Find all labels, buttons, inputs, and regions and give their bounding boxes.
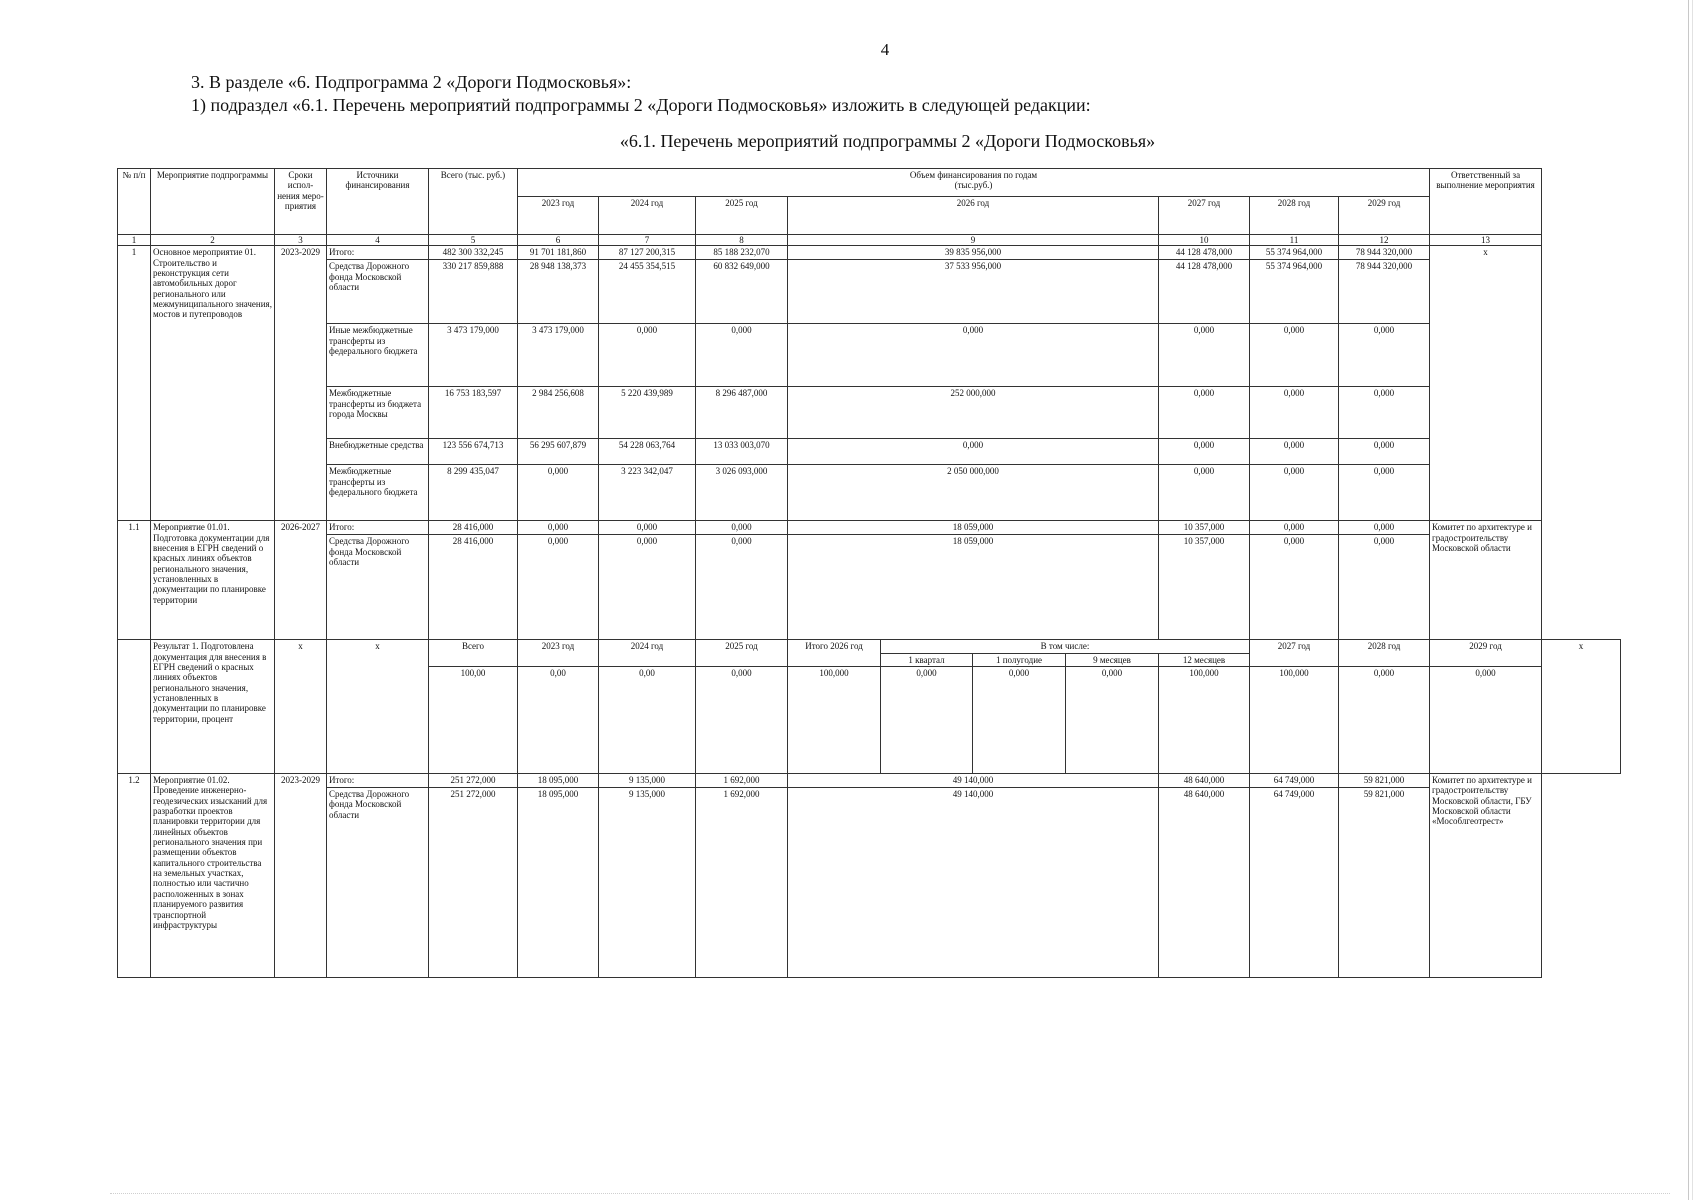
intro-line-1: 3. В разделе «6. Подпрограмма 2 «Дороги Подмосковья»: — [191, 72, 632, 92]
row-y2027: 44 128 478,000 — [1159, 260, 1250, 324]
row-y2029: 59 821,000 — [1339, 788, 1430, 978]
row-y2023: 18 095,000 — [518, 774, 599, 788]
row-y2028: 55 374 964,000 — [1250, 260, 1339, 324]
row-source: Средства Дорожного фонда Московской области — [327, 260, 429, 324]
result-header-h1: 1 полугодие — [973, 653, 1066, 666]
col-number: 4 — [327, 235, 429, 246]
col-number: 1 — [118, 235, 151, 246]
row-y2023: 3 473 179,000 — [518, 324, 599, 387]
row-source: Внебюджетные средства — [327, 439, 429, 465]
col-number: 7 — [599, 235, 696, 246]
header-responsible: Ответственный за выполнение мероприятия — [1430, 169, 1542, 235]
row-total: 8 299 435,047 — [429, 465, 518, 521]
row-total: 3 473 179,000 — [429, 324, 518, 387]
table-row — [118, 260, 1621, 324]
result-header-q1: 1 квартал — [881, 653, 973, 666]
result-header-m12: 12 месяцев — [1159, 653, 1250, 666]
row-y2027: 10 357,000 — [1159, 535, 1250, 640]
row-y2028: 64 749,000 — [1250, 788, 1339, 978]
result-header-m9: 9 месяцев — [1066, 653, 1159, 666]
row-y2027: 0,000 — [1159, 439, 1250, 465]
header-year: 2026 год — [788, 197, 1159, 235]
row-y2027: 0,000 — [1159, 387, 1250, 439]
row-total: 251 272,000 — [429, 788, 518, 978]
header-volume-title: Объем финансирования по годам — [909, 170, 1038, 180]
row-event: Основное мероприятие 01. Строительство и реконструкция сети автомобильных дорог регионального или межмуниципального значения, мостов и путепроводов — [151, 246, 275, 521]
row-y2027: 10 357,000 — [1159, 521, 1250, 535]
result-value-y2023: 0,00 — [518, 667, 599, 774]
table-row — [118, 774, 1621, 788]
header-volume — [518, 169, 1430, 197]
col-number: 6 — [518, 235, 599, 246]
row-y2023: 18 095,000 — [518, 788, 599, 978]
header-year: 2025 год — [696, 197, 788, 235]
result-value-total: 100,00 — [429, 667, 518, 774]
row-y2028: 0,000 — [1250, 535, 1339, 640]
row-y2027: 48 640,000 — [1159, 774, 1250, 788]
row-y2023: 0,000 — [518, 535, 599, 640]
result-value-h1: 0,000 — [973, 667, 1066, 774]
scan-noise-line — [110, 1193, 1670, 1194]
row-y2026: 49 140,000 — [788, 788, 1159, 978]
result-value-total2026: 100,000 — [788, 667, 881, 774]
row-source: Итого: — [327, 774, 429, 788]
row-y2024: 24 455 354,515 — [599, 260, 696, 324]
row-y2028: 0,000 — [1250, 439, 1339, 465]
row-responsible: Комитет по архитектуре и градостроительству Московской области, ГБУ Московской области «Мособлгеотрест» — [1430, 774, 1542, 978]
row-y2024: 87 127 200,315 — [599, 246, 696, 260]
result-header-y2023: 2023 год — [518, 640, 599, 667]
row-total: 251 272,000 — [429, 774, 518, 788]
row-y2024: 0,000 — [599, 324, 696, 387]
row-y2024: 9 135,000 — [599, 788, 696, 978]
result-header-including: В том числе: — [881, 640, 1250, 653]
row-y2025: 8 296 487,000 — [696, 387, 788, 439]
row-terms: 2026-2027 — [275, 521, 327, 640]
row-total: 482 300 332,245 — [429, 246, 518, 260]
col-number: 12 — [1339, 235, 1430, 246]
row-y2023: 28 948 138,373 — [518, 260, 599, 324]
row-y2028: 0,000 — [1250, 387, 1339, 439]
page-number: 4 — [880, 40, 890, 59]
table-row — [118, 387, 1621, 439]
table-row — [118, 788, 1621, 978]
row-y2024: 0,000 — [599, 521, 696, 535]
row-y2028: 0,000 — [1250, 324, 1339, 387]
row-event: Результат 1. Подготовлена документация для внесения в ЕГРН сведений о красных линиях объектов регионального значения, установленных в документации по планировке территории, процент — [151, 640, 275, 774]
header-total: Всего (тыс. руб.) — [429, 169, 518, 235]
row-source: Средства Дорожного фонда Московской области — [327, 535, 429, 640]
table-row — [118, 439, 1621, 465]
row-y2023: 0,000 — [518, 521, 599, 535]
table-row — [118, 521, 1621, 535]
row-y2024: 0,000 — [599, 535, 696, 640]
row-y2023: 2 984 256,608 — [518, 387, 599, 439]
row-y2025: 1 692,000 — [696, 774, 788, 788]
table-row — [118, 246, 1621, 260]
result-header-y2029: 2029 год — [1430, 640, 1542, 667]
row-source: Средства Дорожного фонда Московской области — [327, 788, 429, 978]
row-responsible: х — [1542, 640, 1621, 774]
row-total: 16 753 183,597 — [429, 387, 518, 439]
row-responsible: х — [1430, 246, 1542, 521]
row-y2026: 0,000 — [788, 439, 1159, 465]
row-num — [118, 640, 151, 774]
header-year: 2023 год — [518, 197, 599, 235]
row-y2026: 0,000 — [788, 324, 1159, 387]
table-row — [118, 535, 1621, 640]
row-source: Итого: — [327, 246, 429, 260]
row-num: 1 — [118, 246, 151, 521]
col-number: 11 — [1250, 235, 1339, 246]
table-row — [118, 324, 1621, 387]
row-y2029: 0,000 — [1339, 387, 1430, 439]
result-header-total: Всего — [429, 640, 518, 667]
result-header-y2025: 2025 год — [696, 640, 788, 667]
header-num: № п/п — [118, 169, 151, 235]
result-header-y2027: 2027 год — [1250, 640, 1339, 667]
scan-edge-line — [1692, 0, 1693, 1200]
row-y2026: 252 000,000 — [788, 387, 1159, 439]
row-y2027: 44 128 478,000 — [1159, 246, 1250, 260]
row-y2027: 0,000 — [1159, 465, 1250, 521]
col-number: 13 — [1430, 235, 1542, 246]
row-y2023: 91 701 181,860 — [518, 246, 599, 260]
row-y2028: 0,000 — [1250, 521, 1339, 535]
row-y2025: 0,000 — [696, 324, 788, 387]
col-number: 2 — [151, 235, 275, 246]
row-y2026: 49 140,000 — [788, 774, 1159, 788]
row-y2024: 3 223 342,047 — [599, 465, 696, 521]
col-number: 8 — [696, 235, 788, 246]
result-value-q1: 0,000 — [881, 667, 973, 774]
row-y2028: 64 749,000 — [1250, 774, 1339, 788]
row-y2025: 3 026 093,000 — [696, 465, 788, 521]
row-y2029: 0,000 — [1339, 521, 1430, 535]
row-terms: 2023-2029 — [275, 246, 327, 521]
header-terms: Сроки испол-нения меро-приятия — [275, 169, 327, 235]
row-y2024: 9 135,000 — [599, 774, 696, 788]
intro-line-2: 1) подраздел «6.1. Перечень мероприятий подпрограммы 2 «Дороги Подмосковья» изложить в следующей редакции: — [191, 95, 1091, 115]
row-y2026: 39 835 956,000 — [788, 246, 1159, 260]
row-y2023: 0,000 — [518, 465, 599, 521]
row-total: 330 217 859,888 — [429, 260, 518, 324]
row-y2029: 78 944 320,000 — [1339, 246, 1430, 260]
result-value-m9: 0,000 — [1066, 667, 1159, 774]
table-row — [118, 640, 1621, 653]
row-event: Мероприятие 01.01. Подготовка документации для внесения в ЕГРН сведений о красных линиях объектов регионального значения, установленных в документации по планировке территории — [151, 521, 275, 640]
col-number: 9 — [788, 235, 1159, 246]
result-value-y2029: 0,000 — [1430, 667, 1542, 774]
row-total: 28 416,000 — [429, 521, 518, 535]
row-y2026: 37 533 956,000 — [788, 260, 1159, 324]
row-y2029: 0,000 — [1339, 535, 1430, 640]
result-header-total2026: Итого 2026 год — [788, 640, 881, 667]
row-source: х — [327, 640, 429, 774]
col-number: 3 — [275, 235, 327, 246]
row-y2025: 85 188 232,070 — [696, 246, 788, 260]
table-row — [118, 465, 1621, 521]
row-source: Иные межбюджетные трансферты из федерального бюджета — [327, 324, 429, 387]
header-volume-unit: (тыс.руб.) — [954, 180, 993, 191]
row-y2025: 13 033 003,070 — [696, 439, 788, 465]
row-num: 1.1 — [118, 521, 151, 640]
result-value-y2027: 100,000 — [1250, 667, 1339, 774]
row-y2026: 18 059,000 — [788, 521, 1159, 535]
header-year: 2024 год — [599, 197, 696, 235]
row-source: Межбюджетные трансферты из федерального бюджета — [327, 465, 429, 521]
row-y2026: 18 059,000 — [788, 535, 1159, 640]
row-y2028: 0,000 — [1250, 465, 1339, 521]
header-sources: Источники финансирования — [327, 169, 429, 235]
row-y2026: 2 050 000,000 — [788, 465, 1159, 521]
row-y2025: 0,000 — [696, 535, 788, 640]
row-y2029: 0,000 — [1339, 324, 1430, 387]
section-title: «6.1. Перечень мероприятий подпрограммы 2 «Дороги Подмосковья» — [619, 131, 1156, 151]
row-y2029: 0,000 — [1339, 465, 1430, 521]
col-number: 10 — [1159, 235, 1250, 246]
row-y2027: 0,000 — [1159, 324, 1250, 387]
events-table — [117, 168, 1621, 978]
row-num: 1.2 — [118, 774, 151, 978]
row-y2023: 56 295 607,879 — [518, 439, 599, 465]
header-event: Мероприятие подпрограммы — [151, 169, 275, 235]
col-number: 5 — [429, 235, 518, 246]
row-terms: х — [275, 640, 327, 774]
row-y2024: 5 220 439,989 — [599, 387, 696, 439]
row-responsible: Комитет по архитектуре и градостроительству Московской области — [1430, 521, 1542, 640]
scan-edge-line — [1688, 0, 1689, 1200]
row-source: Итого: — [327, 521, 429, 535]
result-value-m12: 100,000 — [1159, 667, 1250, 774]
row-y2029: 0,000 — [1339, 439, 1430, 465]
result-value-y2025: 0,000 — [696, 667, 788, 774]
result-header-y2024: 2024 год — [599, 640, 696, 667]
header-year: 2029 год — [1339, 197, 1430, 235]
row-y2027: 48 640,000 — [1159, 788, 1250, 978]
row-total: 123 556 674,713 — [429, 439, 518, 465]
result-header-y2028: 2028 год — [1339, 640, 1430, 667]
header-year: 2027 год — [1159, 197, 1250, 235]
row-y2025: 60 832 649,000 — [696, 260, 788, 324]
row-y2024: 54 228 063,764 — [599, 439, 696, 465]
row-total: 28 416,000 — [429, 535, 518, 640]
row-y2025: 1 692,000 — [696, 788, 788, 978]
row-event: Мероприятие 01.02. Проведение инженерно-геодезических изысканий для разработки проектов планировки территории для линейных объектов регионального значения при размещении объектов капитального строительства на земельных участках, полностью или частично расположенных в зонах планируемого развития транспортной инфраструктуры — [151, 774, 275, 978]
header-year: 2028 год — [1250, 197, 1339, 235]
result-value-y2024: 0,00 — [599, 667, 696, 774]
row-y2025: 0,000 — [696, 521, 788, 535]
row-terms: 2023-2029 — [275, 774, 327, 978]
row-y2029: 59 821,000 — [1339, 774, 1430, 788]
row-y2028: 55 374 964,000 — [1250, 246, 1339, 260]
row-source: Межбюджетные трансферты из бюджета города Москвы — [327, 387, 429, 439]
row-y2029: 78 944 320,000 — [1339, 260, 1430, 324]
result-value-y2028: 0,000 — [1339, 667, 1430, 774]
